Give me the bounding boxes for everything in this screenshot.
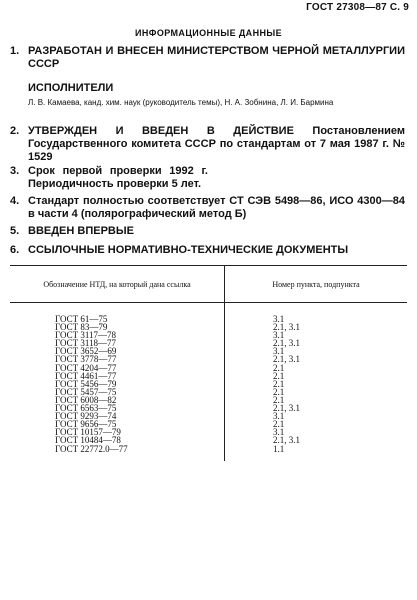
document-cell: ГОСТ 5456—79: [10, 380, 225, 388]
document-cell: ГОСТ 6563—75: [10, 404, 225, 412]
section-number: 3.: [10, 165, 20, 177]
section-number: 1.: [10, 45, 20, 57]
page-header: ГОСТ 27308—87 С. 9: [306, 2, 409, 13]
document-cell: ГОСТ 9656—75: [10, 420, 225, 428]
document-cell: ГОСТ 83—79: [10, 323, 225, 331]
column-header-document: Обозначение НТД, на который дана ссылка: [10, 266, 225, 303]
document-cell: ГОСТ 3778—77: [10, 355, 225, 363]
document-cell: ГОСТ 5457—75: [10, 388, 225, 396]
clause-cell: 2.1, 3.1: [273, 338, 300, 349]
document-cell: ГОСТ 22772.0—77: [10, 445, 225, 453]
section-text: Стандарт полностью соответствует СТ СЭВ 5498—86, ИСО 4300—84 в части 4 (полярографический метод Б): [28, 195, 405, 220]
clause-cell: 3.1: [273, 427, 285, 438]
document-cell: ГОСТ 3117—78: [10, 331, 225, 339]
clause-cell: 2.1: [273, 370, 285, 381]
clause-cell: 2.1, 3.1: [273, 322, 300, 333]
table-body: [10, 303, 407, 461]
section-text: УТВЕРЖДЕН И ВВЕДЕН В ДЕЙСТВИЕ Постановлением Государственного комитета СССР по стандартам от 7 мая 1987 г. № 1529: [28, 125, 405, 163]
reference-documents-table: [10, 265, 407, 461]
document-cell: ГОСТ 61—75: [10, 315, 225, 323]
section-text: РАЗРАБОТАН И ВНЕСЕН МИНИСТЕРСТВОМ ЧЕРНОЙ МЕТАЛЛУРГИИ СССР: [28, 45, 405, 70]
section-5: [10, 225, 405, 238]
section-4: [10, 195, 405, 221]
section-3: [10, 165, 405, 191]
executors-heading: ИСПОЛНИТЕЛИ: [28, 82, 114, 94]
section-number: 2.: [10, 125, 20, 137]
section-text: Срок первой проверки 1992 г. Периодичность проверки 5 лет.: [28, 165, 208, 190]
clause-cell: 2.1, 3.1: [273, 354, 300, 365]
table-row: [10, 445, 407, 453]
section-text: ССЫЛОЧНЫЕ НОРМАТИВНО-ТЕХНИЧЕСКИЕ ДОКУМЕНТЫ: [28, 244, 349, 256]
document-cell: ГОСТ 10157—79: [10, 428, 225, 436]
section-6: [10, 244, 405, 257]
document-cell: ГОСТ 4204—77: [10, 364, 225, 372]
document-title: ИНФОРМАЦИОННЫЕ ДАННЫЕ: [134, 28, 282, 38]
clause-cell: 2.1, 3.1: [273, 403, 300, 414]
section-number: 4.: [10, 195, 20, 207]
document-cell: ГОСТ 9293—74: [10, 412, 225, 420]
clause-cell: 1.1: [273, 443, 285, 454]
section-1: [10, 45, 405, 71]
document-cell: ГОСТ 3118—77: [10, 339, 225, 347]
section-number: 6.: [10, 244, 20, 256]
table-spacer: [10, 453, 407, 461]
clause-cell: 3.1: [273, 346, 285, 357]
clause-cell: 3.1: [273, 314, 285, 324]
clause-cell: 2.1: [273, 394, 285, 405]
section-2: [10, 125, 405, 164]
document-cell: ГОСТ 4461—77: [10, 372, 225, 380]
column-header-clause: Номер пункта, подпункта: [225, 266, 408, 303]
document-cell: ГОСТ 3652—69: [10, 347, 225, 355]
document-cell: ГОСТ 6008—82: [10, 396, 225, 404]
document-cell: ГОСТ 10484—78: [10, 436, 225, 444]
clause-cell: 2.1: [273, 362, 285, 373]
section-text: ВВЕДЕН ВПЕРВЫЕ: [28, 225, 134, 237]
table-header-row: [10, 266, 407, 303]
clause-cell: 2.1: [273, 419, 285, 430]
clause-cell: 2.1: [273, 378, 285, 389]
section-number: 5.: [10, 225, 20, 237]
clause-cell: 2.1: [273, 386, 285, 397]
clause-cell: 3.1: [273, 330, 285, 341]
executors-names: Л. В. Камаева, канд. хим. наук (руководитель темы), Н. А. Зобнина, Л. И. Бармина: [28, 98, 334, 107]
clause-cell: 2.1, 3.1: [273, 435, 300, 446]
clause-cell: 3.1: [273, 411, 285, 422]
